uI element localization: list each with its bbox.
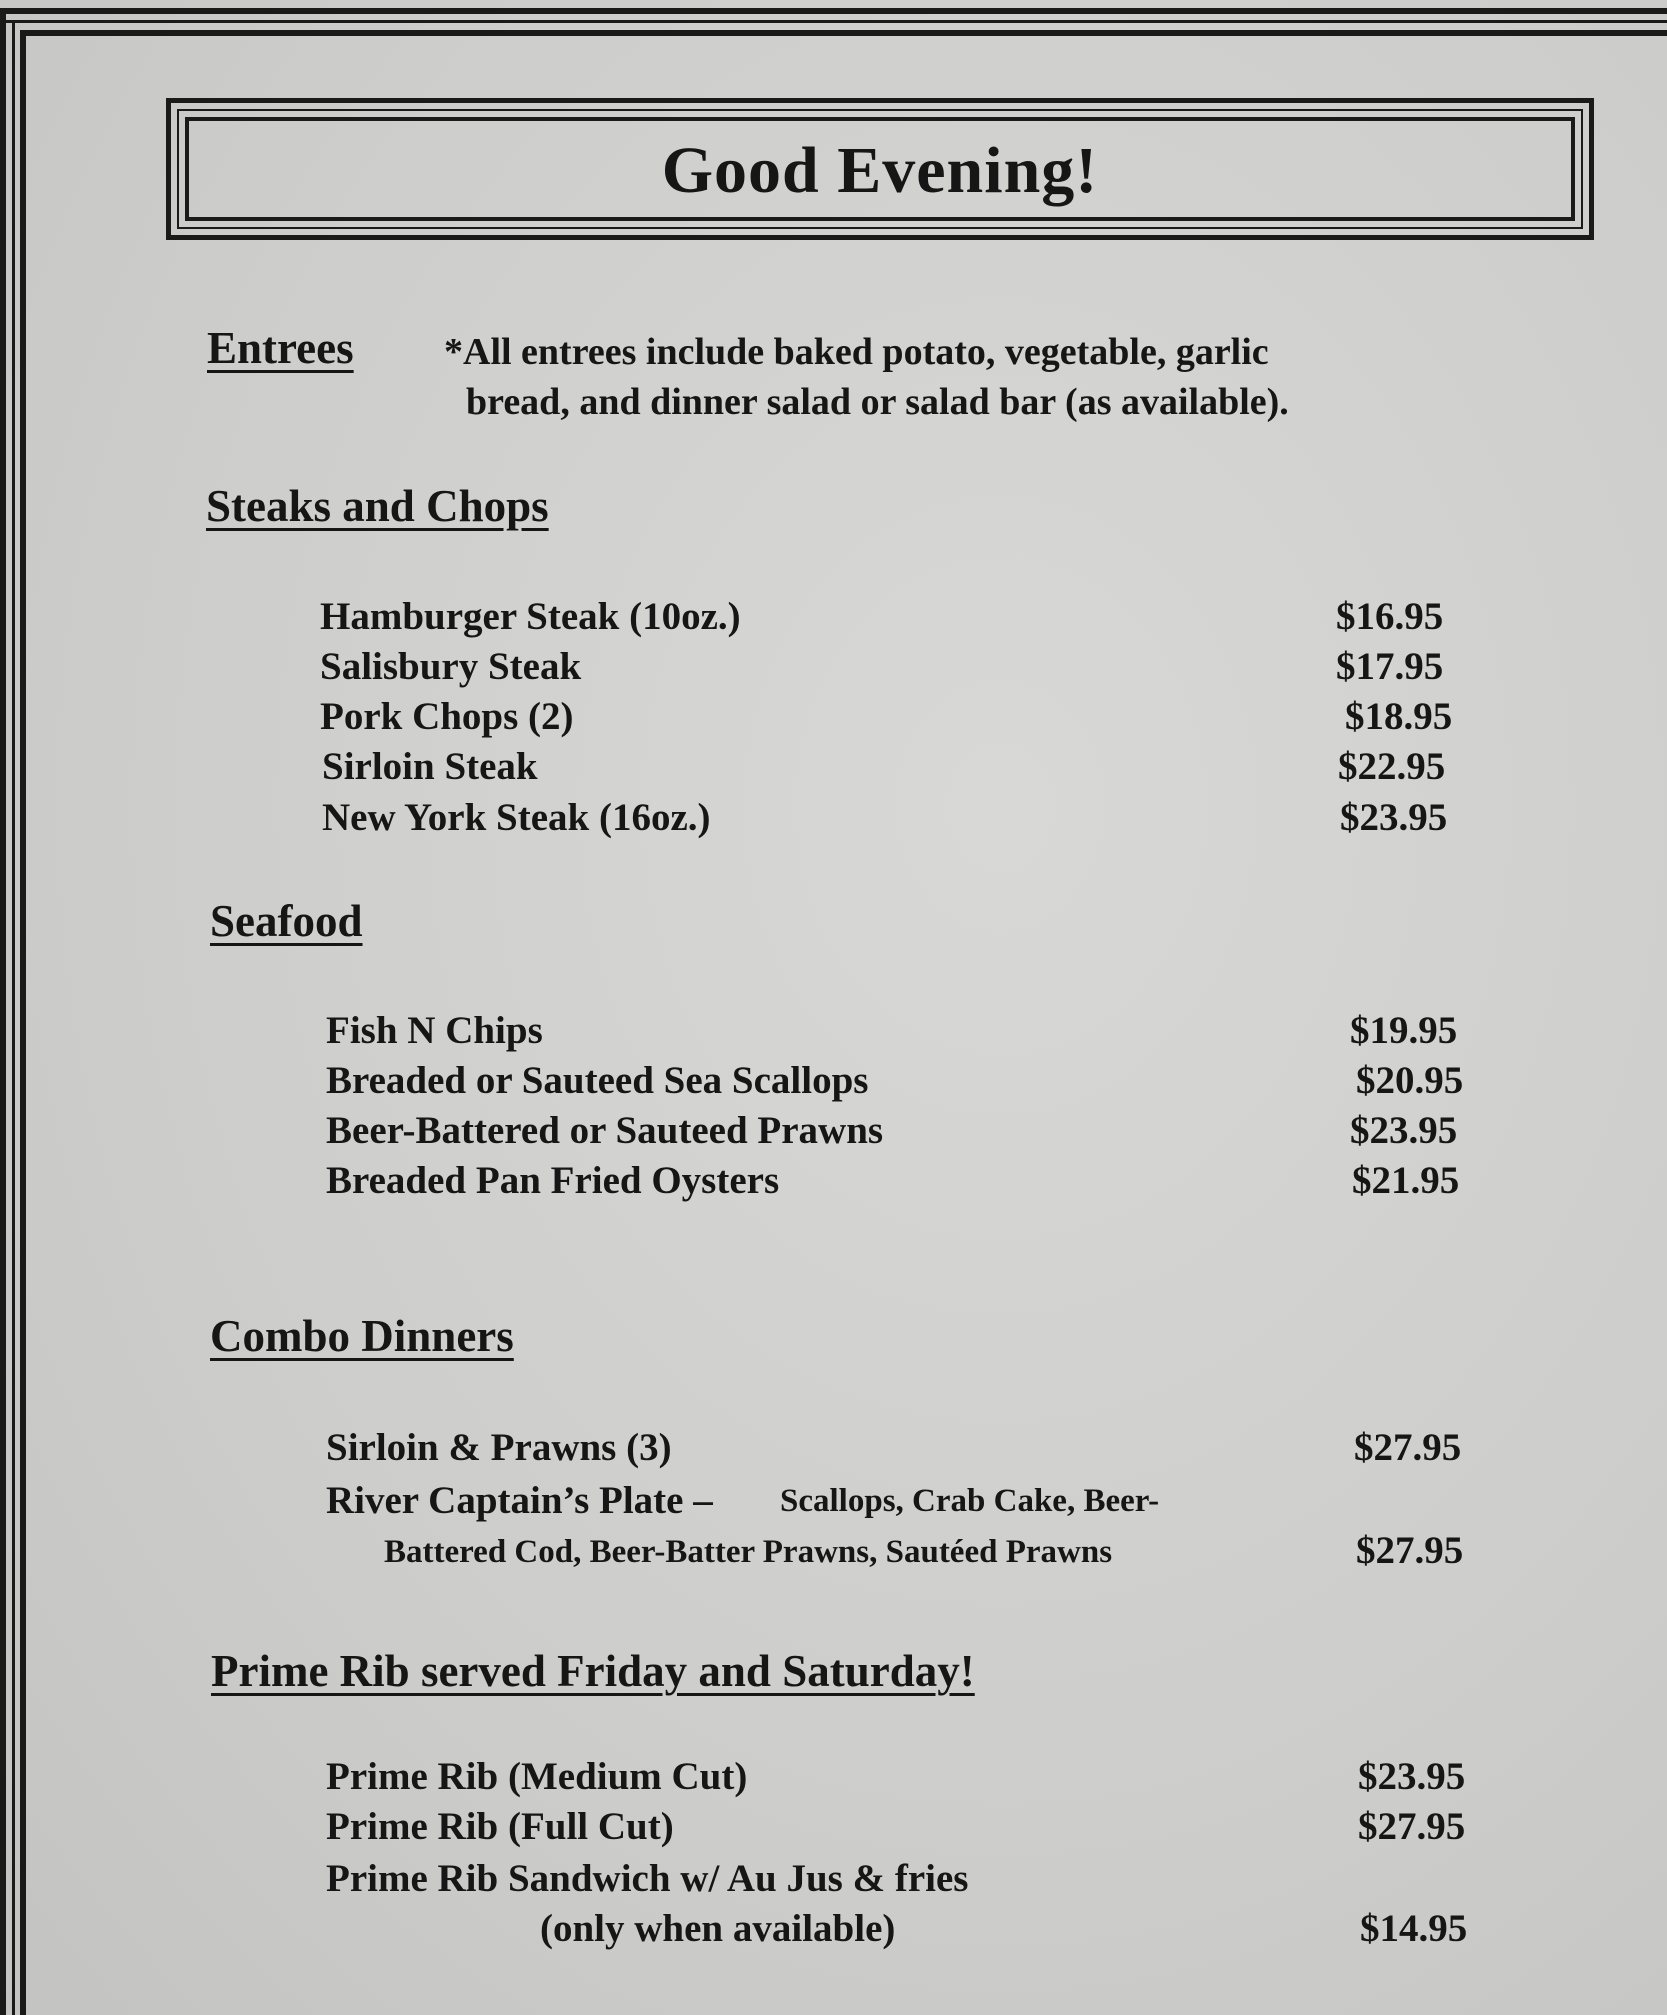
menu-item-price: $22.95 [1338,745,1446,788]
section-heading-steaks: Steaks and Chops [206,481,549,531]
section-heading-combo: Combo Dinners [210,1311,514,1361]
menu-item-name: Sirloin Steak [322,745,538,788]
menu-item-name: Sirloin & Prawns (3) [326,1426,672,1469]
title-frame [166,98,1594,240]
menu-item-price: $27.95 [1358,1805,1466,1848]
border-line [0,8,6,2015]
section-heading-entrees: Entrees [207,323,354,373]
border-line [0,20,1667,23]
menu-item-price: $21.95 [1352,1159,1460,1202]
section-heading-seafood: Seafood [210,896,363,946]
menu-item-name: River Captain’s Plate – [326,1479,713,1522]
menu-item-name: Prime Rib (Full Cut) [326,1805,674,1848]
menu-item-price: $17.95 [1336,645,1444,688]
entrees-note-line1: *All entrees include baked potato, vegetable, garlic [444,331,1269,373]
menu-item-price: $27.95 [1354,1426,1462,1469]
menu-item-price: $19.95 [1350,1009,1458,1052]
menu-item-price: $16.95 [1336,595,1444,638]
menu-item-price: $23.95 [1340,796,1448,839]
page-title: Good Evening! [661,134,1099,207]
border-line [12,20,15,2015]
border-line [20,30,1667,36]
menu-item-name: Fish N Chips [326,1009,543,1052]
menu-item-price: $23.95 [1350,1109,1458,1152]
menu-item-name: New York Steak (16oz.) [322,796,711,839]
menu-item-price: $20.95 [1356,1059,1464,1102]
entrees-note-line2: bread, and dinner salad or salad bar (as available). [466,381,1289,423]
border-line [20,30,26,2015]
border-line [0,8,1667,14]
menu-item-detail: (only when available) [540,1907,896,1950]
menu-item-name: Prime Rib (Medium Cut) [326,1755,748,1798]
menu-item-name: Beer-Battered or Sauteed Prawns [326,1109,884,1152]
section-heading-prime-rib: Prime Rib served Friday and Saturday! [211,1646,975,1696]
menu-item-detail: Battered Cod, Beer-Batter Prawns, Sautéed Prawns [384,1534,1113,1570]
menu-item-price: $23.95 [1358,1755,1466,1798]
menu-item-name: Prime Rib Sandwich w/ Au Jus & fries [326,1857,969,1900]
menu-item-price: $18.95 [1345,695,1453,738]
menu-item-name: Salisbury Steak [320,645,582,688]
menu-item-name: Hamburger Steak (10oz.) [320,595,741,638]
menu-item-detail: Scallops, Crab Cake, Beer- [780,1483,1160,1519]
menu-item-name: Breaded or Sauteed Sea Scallops [326,1059,869,1102]
menu-item-price: $14.95 [1360,1907,1468,1950]
menu-item-name: Pork Chops (2) [320,695,574,738]
menu-item-price: $27.95 [1356,1529,1464,1572]
menu-item-name: Breaded Pan Fried Oysters [326,1159,780,1202]
